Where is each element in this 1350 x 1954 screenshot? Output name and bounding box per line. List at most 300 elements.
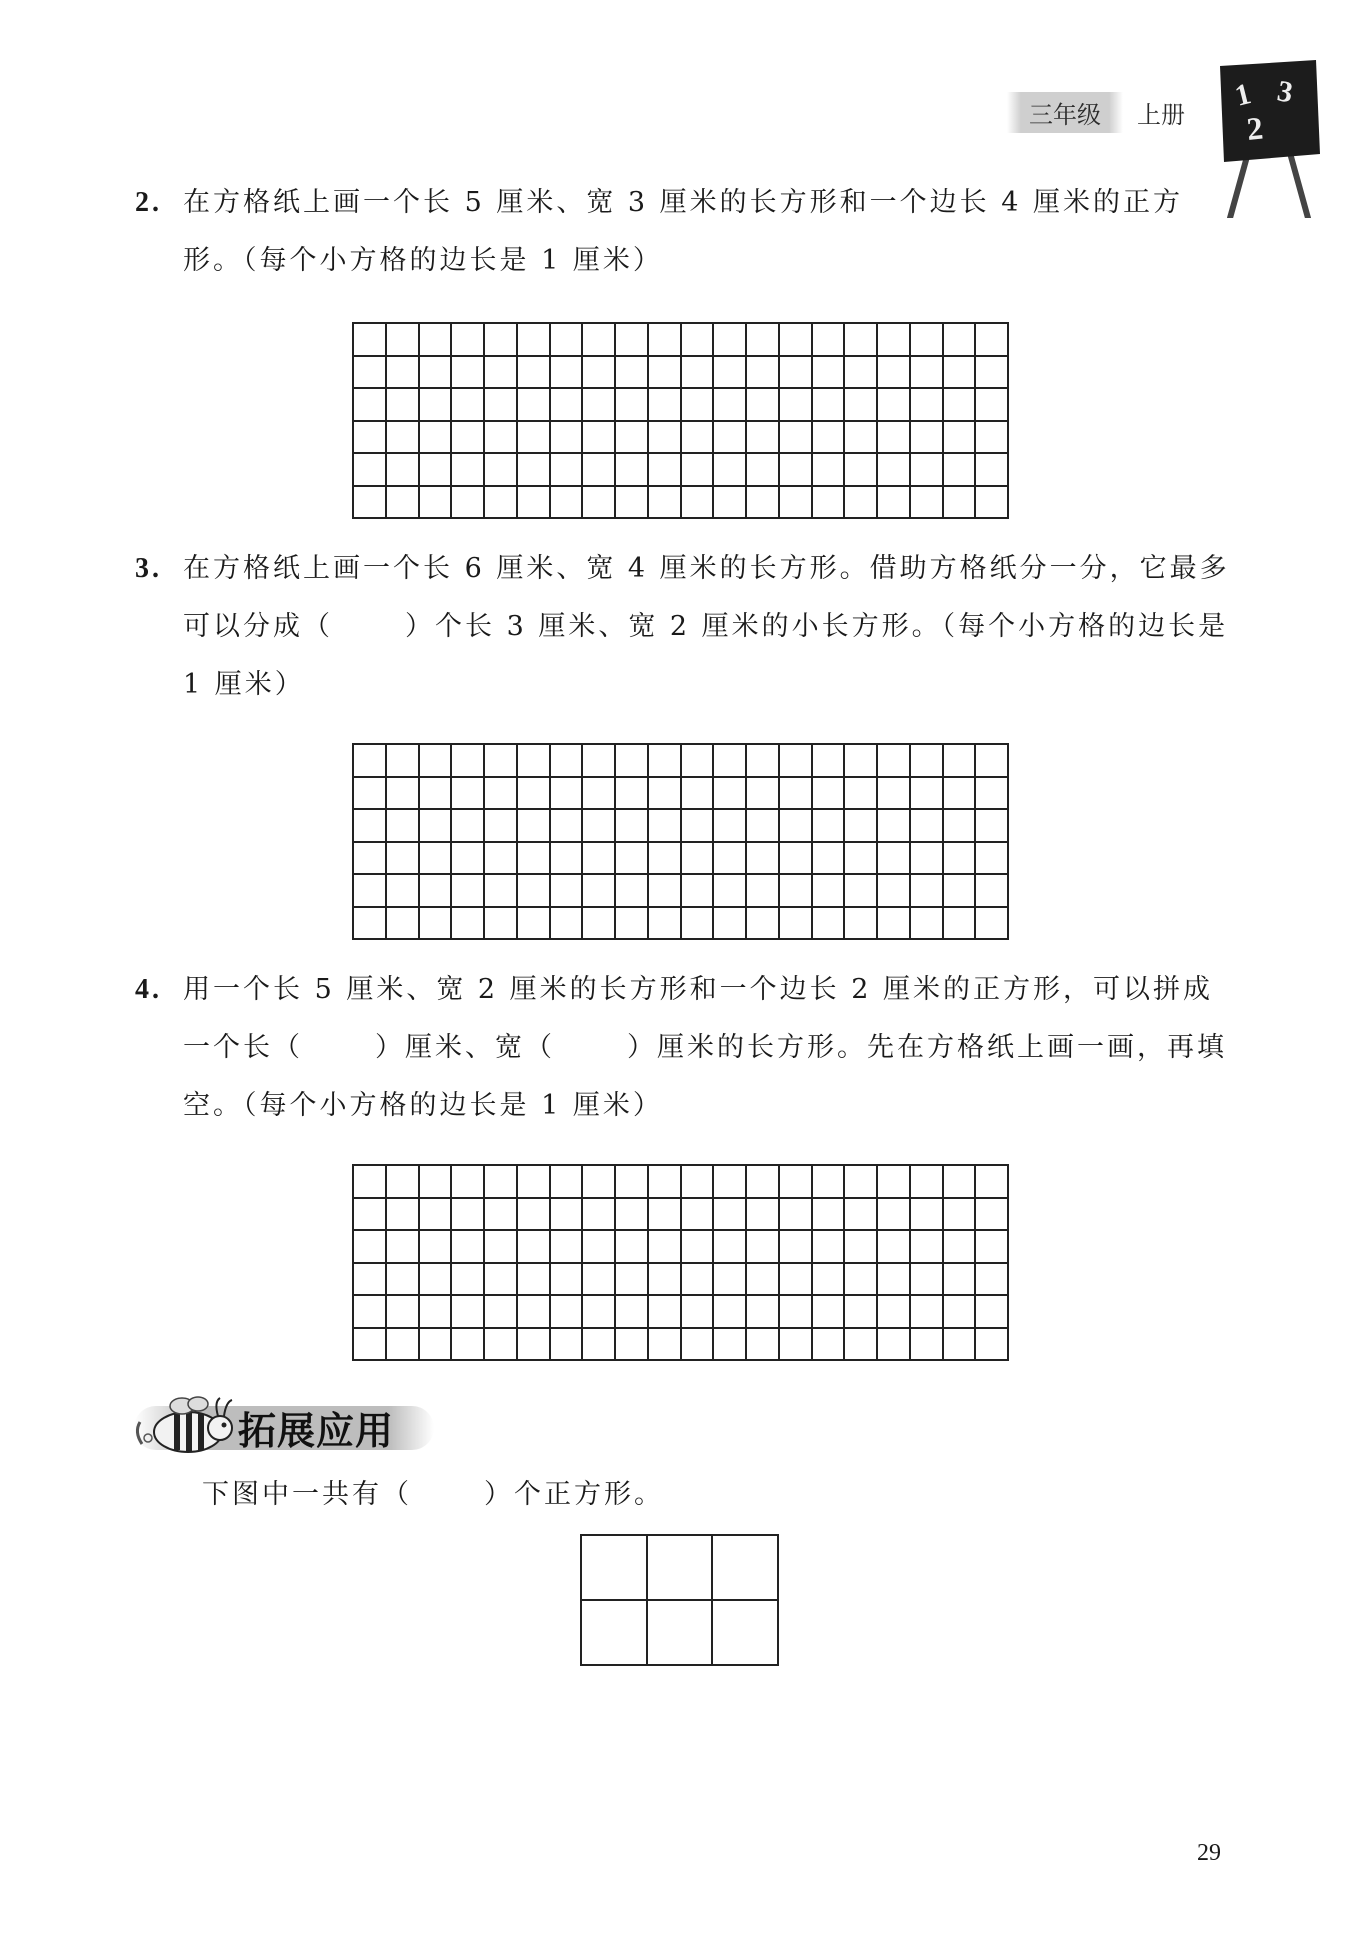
grid-cell [845, 875, 878, 908]
grid-cell [878, 454, 911, 487]
grid-cell [420, 810, 453, 843]
grid-cell [551, 1264, 584, 1297]
grid-cell [976, 487, 1009, 520]
grid-cell [780, 324, 813, 357]
grid-cell [780, 843, 813, 876]
grid-cell [648, 1536, 714, 1601]
grid-cell [518, 908, 551, 941]
grid-cell [583, 324, 616, 357]
grid-cell [714, 908, 747, 941]
grid-cell [976, 324, 1009, 357]
grid-cell [420, 422, 453, 455]
grid-cell [616, 357, 649, 390]
grid-cell [714, 1264, 747, 1297]
grid-cell [387, 1166, 420, 1199]
grid-cell [518, 422, 551, 455]
grid-cell [813, 843, 846, 876]
grid-cell [616, 324, 649, 357]
grid-cell [420, 745, 453, 778]
grid-cell [452, 875, 485, 908]
question-text-part: ）厘米、宽（ [375, 1032, 555, 1063]
grid-cell [714, 810, 747, 843]
grid-cell [583, 875, 616, 908]
grid-cell [747, 778, 780, 811]
grid-cell [780, 908, 813, 941]
grid-cell [878, 487, 911, 520]
grid-cell [747, 1231, 780, 1264]
grid-cell [354, 908, 387, 941]
grid-cell [485, 389, 518, 422]
grid-cell [911, 778, 944, 811]
grid-cell [911, 324, 944, 357]
grid-cell [485, 810, 518, 843]
grid-cell [551, 389, 584, 422]
grid-cell [976, 778, 1009, 811]
grid-cell [976, 908, 1009, 941]
grid-cell [976, 1166, 1009, 1199]
grid-cell [845, 487, 878, 520]
grade-label: 三年级 [1007, 92, 1123, 133]
grid-cell [551, 1199, 584, 1232]
grid-cell [878, 1296, 911, 1329]
grid-cell [354, 745, 387, 778]
grid-cell [518, 843, 551, 876]
grid-cell [649, 324, 682, 357]
grid-cell [582, 1601, 648, 1666]
grid-cell [518, 357, 551, 390]
grid-cell [616, 1199, 649, 1232]
grid-cell [551, 1329, 584, 1362]
grid-cell [420, 1231, 453, 1264]
grid-cell [747, 843, 780, 876]
grid-cell [616, 908, 649, 941]
grid-cell [682, 1329, 715, 1362]
grid-cell [551, 875, 584, 908]
grid-cell [944, 875, 977, 908]
grid-cell [911, 454, 944, 487]
grid-cell [911, 1199, 944, 1232]
grid-cell [911, 422, 944, 455]
board-number-3: 3 [1274, 74, 1296, 110]
grid-cell [452, 810, 485, 843]
grid-cell [944, 324, 977, 357]
grid-cell [387, 908, 420, 941]
question-text-part: 在方格纸上画一个长 6 厘米、宽 4 厘米的长方形。借助方格纸分一分，它最多可以分成（ [183, 553, 1230, 642]
grid-cell [583, 1329, 616, 1362]
grid-cell [976, 843, 1009, 876]
grid-cell [911, 810, 944, 843]
grid-paper-q4[interactable] [352, 1164, 1009, 1361]
grid-cell [976, 1296, 1009, 1329]
grid-cell [878, 1264, 911, 1297]
grid-cell [813, 1264, 846, 1297]
grid-cell [452, 454, 485, 487]
grid-cell [976, 1231, 1009, 1264]
grid-cell [420, 454, 453, 487]
grid-cell [747, 1199, 780, 1232]
grid-cell [551, 908, 584, 941]
grid-cell [354, 422, 387, 455]
section-title: 拓展应用 [238, 1409, 395, 1453]
grid-cell [813, 487, 846, 520]
grid-cell [420, 1296, 453, 1329]
grid-cell [518, 1296, 551, 1329]
grid-cell [485, 1329, 518, 1362]
grid-cell [845, 1231, 878, 1264]
grid-cell [682, 843, 715, 876]
grid-paper-q3[interactable] [352, 743, 1009, 940]
grid-cell [780, 1264, 813, 1297]
grid-cell [551, 357, 584, 390]
grid-cell [682, 1264, 715, 1297]
grid-cell [387, 1296, 420, 1329]
grid-cell [976, 1199, 1009, 1232]
grid-cell [485, 875, 518, 908]
grid-cell [747, 1166, 780, 1199]
grid-cell [583, 810, 616, 843]
grid-cell [452, 357, 485, 390]
grid-cell [616, 454, 649, 487]
grid-cell [420, 1166, 453, 1199]
grid-cell [714, 487, 747, 520]
grid-cell [813, 1231, 846, 1264]
grid-cell [747, 1329, 780, 1362]
grid-cell [845, 422, 878, 455]
grid-cell [813, 324, 846, 357]
grid-cell [583, 1166, 616, 1199]
grid-cell [747, 422, 780, 455]
grid-cell [583, 389, 616, 422]
grid-cell [616, 843, 649, 876]
grid-cell [485, 1199, 518, 1232]
grid-cell [583, 454, 616, 487]
grid-cell [976, 389, 1009, 422]
grid-cell [714, 1296, 747, 1329]
grid-cell [583, 1264, 616, 1297]
grid-cell [714, 454, 747, 487]
grid-cell [682, 745, 715, 778]
question-text-part: 用一个长 5 厘米、宽 2 厘米的长方形和一个边长 2 厘米的正方形，可以拼成一个长（ [183, 974, 1214, 1063]
grid-cell [420, 1329, 453, 1362]
grid-cell [649, 745, 682, 778]
grid-cell [583, 1296, 616, 1329]
grid-cell [747, 487, 780, 520]
grid-cell [649, 810, 682, 843]
grid-cell [387, 875, 420, 908]
grid-cell [911, 1264, 944, 1297]
grid-cell [714, 1166, 747, 1199]
grid-cell [354, 810, 387, 843]
grid-cell [485, 745, 518, 778]
grid-cell [944, 810, 977, 843]
grid-cell [878, 1231, 911, 1264]
grid-cell [485, 357, 518, 390]
grid-cell [911, 745, 944, 778]
grid-cell [845, 843, 878, 876]
grid-cell [518, 778, 551, 811]
grid-cell [780, 1329, 813, 1362]
grid-cell [911, 908, 944, 941]
grid-cell [649, 1231, 682, 1264]
grid-cell [485, 1166, 518, 1199]
grid-cell [944, 487, 977, 520]
grid-cell [518, 1199, 551, 1232]
grid-cell [747, 875, 780, 908]
grid-cell [813, 908, 846, 941]
grid-cell [551, 1231, 584, 1264]
grid-cell [649, 843, 682, 876]
grid-cell [649, 778, 682, 811]
grid-cell [518, 324, 551, 357]
grid-paper-q2[interactable] [352, 322, 1009, 519]
grid-cell [551, 487, 584, 520]
grid-cell [714, 324, 747, 357]
grid-cell [354, 778, 387, 811]
grid-cell [551, 745, 584, 778]
grid-cell [649, 389, 682, 422]
grid-cell [976, 1264, 1009, 1297]
grid-cell [452, 1296, 485, 1329]
grid-cell [944, 843, 977, 876]
grid-cell [944, 389, 977, 422]
grid-cell [354, 324, 387, 357]
grid-cell [649, 908, 682, 941]
grid-cell [878, 1199, 911, 1232]
grid-cell [649, 1296, 682, 1329]
grid-cell [616, 487, 649, 520]
grid-cell [878, 357, 911, 390]
grid-cell [616, 1166, 649, 1199]
grid-cell [551, 454, 584, 487]
question-text [135, 961, 1230, 1135]
question-4 [135, 961, 1230, 1135]
grid-cell [551, 324, 584, 357]
grid-cell [780, 745, 813, 778]
grid-cell [780, 487, 813, 520]
grid-cell [387, 487, 420, 520]
grid-cell [845, 357, 878, 390]
grid-cell [518, 1166, 551, 1199]
grid-cell [518, 745, 551, 778]
grid-cell [551, 1296, 584, 1329]
grid-cell [911, 389, 944, 422]
question-text: 在方格纸上画一个长 5 厘米、宽 3 厘米的长方形和一个边长 4 厘米的正方形。（每个小方格的边长是 1 厘米） [183, 187, 1184, 276]
grid-cell [649, 487, 682, 520]
question-text-part: ）厘米的长方形。先在方格纸上画一画，再填空。（每个小方格的边长是 1 厘米） [183, 1032, 1227, 1121]
grid-cell [813, 810, 846, 843]
extension-question [202, 1466, 664, 1524]
grid-cell [682, 1166, 715, 1199]
grid-cell [747, 1296, 780, 1329]
grid-cell [944, 357, 977, 390]
grid-cell [780, 454, 813, 487]
question-text-part: ）个长 3 厘米、宽 2 厘米的小长方形。（每个小方格的边长是 1 厘米） [183, 611, 1229, 700]
grid-cell [354, 875, 387, 908]
grid-cell [420, 487, 453, 520]
grid-cell [976, 810, 1009, 843]
grid-cell [976, 1329, 1009, 1362]
grid-cell [682, 1199, 715, 1232]
grid-cell [976, 875, 1009, 908]
grid-cell [354, 843, 387, 876]
grid-cell [387, 357, 420, 390]
grid-cell [583, 422, 616, 455]
grid-cell [813, 745, 846, 778]
grid-cell [616, 810, 649, 843]
grid-cell [518, 454, 551, 487]
grid-cell [485, 843, 518, 876]
grid-cell [452, 1199, 485, 1232]
grid-cell [583, 1199, 616, 1232]
grid-cell [878, 908, 911, 941]
grid-cell [420, 843, 453, 876]
grid-cell [911, 357, 944, 390]
grid-cell [551, 1166, 584, 1199]
grid-cell [911, 875, 944, 908]
grid-cell [878, 1329, 911, 1362]
grid-cell [747, 908, 780, 941]
question-number: 2. [135, 187, 162, 218]
grid-cell [387, 810, 420, 843]
grid-cell [682, 875, 715, 908]
grid-cell [616, 1329, 649, 1362]
grid-cell [583, 908, 616, 941]
grid-cell [648, 1601, 714, 1666]
grid-cell [354, 357, 387, 390]
grid-cell [976, 357, 1009, 390]
grid-cell [780, 778, 813, 811]
grid-cell [780, 810, 813, 843]
grid-cell [354, 454, 387, 487]
grid-cell [452, 422, 485, 455]
grid-cell [976, 745, 1009, 778]
section-banner [130, 1392, 438, 1456]
grid-cell [485, 1296, 518, 1329]
grid-cell [582, 1536, 648, 1601]
grid-cell [420, 324, 453, 357]
grid-cell [813, 875, 846, 908]
grid-cell [518, 875, 551, 908]
grid-cell [616, 389, 649, 422]
grid-cell [420, 389, 453, 422]
grid-cell [780, 389, 813, 422]
grid-cell [616, 1264, 649, 1297]
grid-cell [452, 843, 485, 876]
page-header [1007, 92, 1185, 133]
grid-cell [845, 1199, 878, 1232]
grid-cell [911, 1166, 944, 1199]
grid-cell [813, 1199, 846, 1232]
grid-cell [551, 778, 584, 811]
grid-cell [616, 875, 649, 908]
grid-cell [813, 389, 846, 422]
grid-cell [649, 422, 682, 455]
grid-cell [747, 1264, 780, 1297]
grid-cell [354, 1296, 387, 1329]
grid-cell [714, 1231, 747, 1264]
grid-cell [551, 843, 584, 876]
squares-figure [580, 1534, 779, 1666]
grid-cell [747, 745, 780, 778]
grid-cell [911, 1296, 944, 1329]
grid-cell [616, 422, 649, 455]
grid-cell [354, 1329, 387, 1362]
grid-cell [780, 1231, 813, 1264]
grid-cell [420, 875, 453, 908]
grid-cell [747, 454, 780, 487]
grid-cell [878, 843, 911, 876]
grid-cell [583, 487, 616, 520]
board-number-2: 2 [1244, 109, 1265, 147]
grid-cell [911, 487, 944, 520]
grid-cell [845, 745, 878, 778]
grid-cell [780, 1199, 813, 1232]
grid-cell [878, 389, 911, 422]
grid-cell [387, 1329, 420, 1362]
grid-cell [682, 1296, 715, 1329]
grid-cell [845, 908, 878, 941]
grid-cell [976, 454, 1009, 487]
grid-cell [452, 778, 485, 811]
grid-cell [518, 1264, 551, 1297]
grid-cell [649, 357, 682, 390]
grid-cell [878, 1166, 911, 1199]
grid-cell [845, 324, 878, 357]
grid-cell [616, 778, 649, 811]
grid-cell [354, 1231, 387, 1264]
grid-cell [354, 1199, 387, 1232]
grid-cell [452, 1166, 485, 1199]
grid-cell [813, 1329, 846, 1362]
grid-cell [780, 1166, 813, 1199]
grid-cell [420, 778, 453, 811]
grid-cell [387, 422, 420, 455]
grid-cell [813, 357, 846, 390]
grid-cell [452, 1264, 485, 1297]
board-number-1: 1 [1231, 77, 1255, 113]
grid-cell [420, 357, 453, 390]
grid-cell [845, 389, 878, 422]
grid-cell [518, 389, 551, 422]
grid-cell [747, 324, 780, 357]
grid-cell [976, 422, 1009, 455]
grid-cell [714, 875, 747, 908]
grid-cell [485, 778, 518, 811]
grid-cell [813, 1296, 846, 1329]
grid-cell [485, 324, 518, 357]
grid-cell [583, 778, 616, 811]
grid-cell [714, 422, 747, 455]
grid-cell [813, 422, 846, 455]
grid-cell [649, 1199, 682, 1232]
grid-cell [354, 1264, 387, 1297]
grid-cell [944, 422, 977, 455]
grid-cell [452, 745, 485, 778]
grid-cell [878, 810, 911, 843]
grid-cell [518, 1329, 551, 1362]
grid-cell [845, 1296, 878, 1329]
grid-cell [518, 487, 551, 520]
question-3 [135, 540, 1230, 714]
grid-cell [845, 1264, 878, 1297]
grid-cell [714, 778, 747, 811]
grid-cell [452, 1231, 485, 1264]
grid-cell [616, 1296, 649, 1329]
grid-cell [420, 908, 453, 941]
grid-cell [387, 843, 420, 876]
grid-cell [747, 357, 780, 390]
grid-cell [682, 778, 715, 811]
